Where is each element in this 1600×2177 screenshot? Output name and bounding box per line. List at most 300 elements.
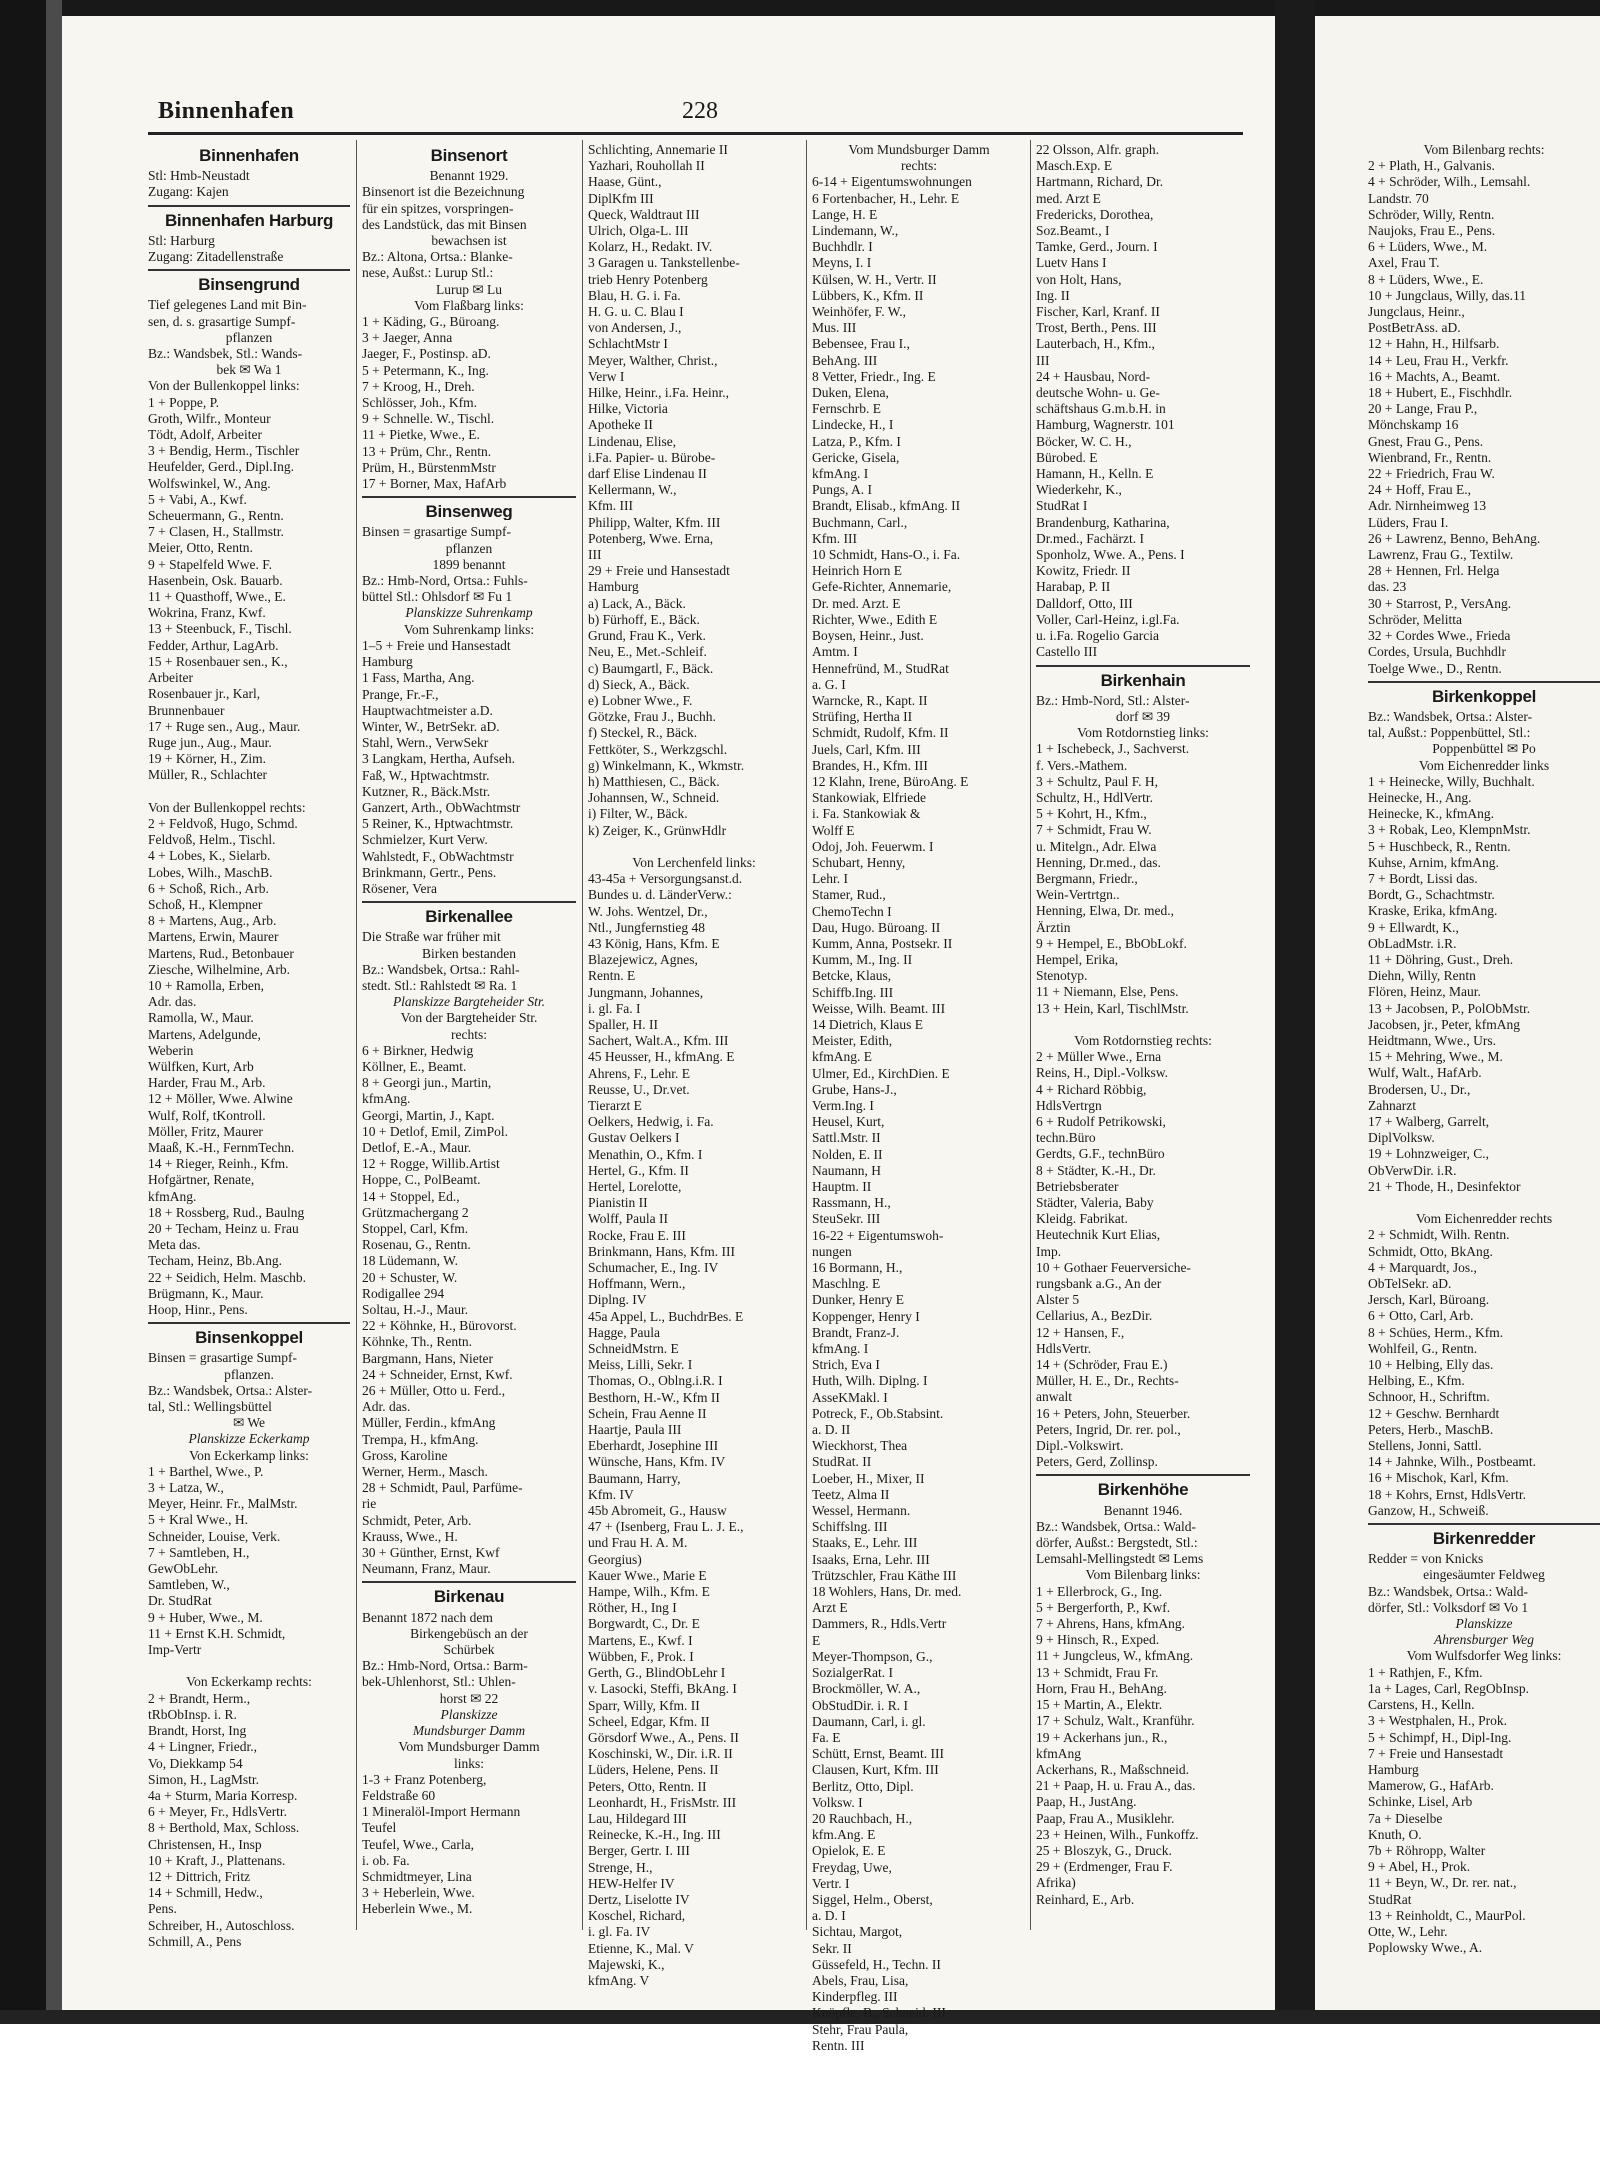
directory-line: Die Straße war früher mit xyxy=(362,929,501,945)
directory-line: Wulf, Walt., HafArb. xyxy=(1368,1065,1482,1081)
directory-line: Rösener, Vera xyxy=(362,880,437,896)
directory-line: 10 + Jungclaus, Willy, das.11 xyxy=(1368,287,1527,303)
street-heading: Birkenau xyxy=(433,1589,505,1606)
directory-line: Martens, Rud., Betonbauer xyxy=(148,945,294,961)
directory-line: Meier, Otto, Rentn. xyxy=(148,540,253,556)
column-rule xyxy=(356,140,357,1930)
directory-line: Kraske, Erika, kfmAng. xyxy=(1368,903,1498,919)
page-number: 228 xyxy=(682,98,718,124)
directory-line: i) Filter, W., Bäck. xyxy=(588,806,688,822)
directory-line: Poplowsky Wwe., A. xyxy=(1368,1940,1483,1956)
directory-line: Meister, Edith, xyxy=(812,1033,893,1049)
directory-line: 13 + Jacobsen, P., PolObMstr. xyxy=(1368,1000,1531,1016)
directory-line: k) Zeiger, K., GrünwHdlr xyxy=(588,822,727,838)
directory-line: Boysen, Heinr., Just. xyxy=(812,628,924,644)
directory-line: Gericke, Gisela, xyxy=(812,449,900,465)
directory-line: GewObLehr. xyxy=(148,1561,219,1577)
directory-line: 11 + Jungcleus, W., kfmAng. xyxy=(1036,1648,1194,1664)
directory-line: Alster 5 xyxy=(1036,1292,1080,1308)
directory-line: Flören, Heinz, Maur. xyxy=(1368,984,1481,1000)
directory-line: Axel, Frau T. xyxy=(1368,255,1440,271)
directory-line: Möller, Fritz, Maurer xyxy=(148,1123,263,1139)
directory-line: Vom Mundsburger Damm xyxy=(848,142,990,157)
directory-line: Schneider, Louise, Verk. xyxy=(148,1528,281,1544)
directory-line: Müller, R., Schlachter xyxy=(148,767,268,783)
directory-line: Schinke, Lisel, Arb xyxy=(1368,1794,1473,1810)
directory-line: 13 + Prüm, Chr., Rentn. xyxy=(362,443,492,459)
directory-line: i. gl. Fa. I xyxy=(588,1000,641,1016)
directory-line: Külsen, W. H., Vertr. II xyxy=(812,271,937,287)
directory-line: 17 + Borner, Max, HafArb xyxy=(362,476,507,492)
directory-line: nungen xyxy=(812,1243,852,1259)
directory-line: Strich, Eva I xyxy=(812,1357,880,1373)
directory-line: kfmAng. I xyxy=(812,1341,869,1357)
directory-line: Bundes u. d. LänderVerw.: xyxy=(588,887,732,903)
directory-line: Stellens, Jonni, Sattl. xyxy=(1368,1438,1482,1454)
directory-line: 1 + Barthel, Wwe., P. xyxy=(148,1463,264,1479)
directory-line: 4 + Richard Röbbig, xyxy=(1036,1081,1147,1097)
directory-line: Tierarzt E xyxy=(588,1097,642,1113)
directory-line: Lindecke, H., I xyxy=(812,417,894,433)
directory-line: trieb Henry Potenberg xyxy=(588,271,708,287)
directory-line: Masch.Exp. E xyxy=(1036,158,1113,174)
directory-line: Meiss, Lilli, Sekr. I xyxy=(588,1357,693,1373)
directory-line: 8 Vetter, Friedr., Ing. E xyxy=(812,368,936,384)
directory-line xyxy=(1368,1195,1600,1211)
directory-line: 45b Abromeit, G., Hausw xyxy=(588,1503,727,1519)
directory-line: Schultz, H., HdlVertr. xyxy=(1036,789,1153,805)
directory-line: Benannt 1929. xyxy=(429,168,509,184)
directory-line: 13 + Schmidt, Frau Fr. xyxy=(1036,1664,1159,1680)
directory-line: W. Johs. Wentzel, Dr., xyxy=(588,903,708,919)
directory-line: Feldstraße 60 xyxy=(362,1787,436,1803)
directory-line: Von der Bargteheider Str. xyxy=(400,1010,538,1026)
directory-line: 4a + Sturm, Maria Korresp. xyxy=(148,1787,298,1803)
directory-line: AsseKMakl. I xyxy=(812,1389,888,1405)
directory-line: Kfm. IV xyxy=(588,1486,634,1502)
street-heading: Binnenhafen xyxy=(199,148,299,165)
directory-line: nese, Außst.: Lurup Stl.: xyxy=(362,265,494,281)
directory-line: Kellermann, W., xyxy=(588,482,677,498)
directory-line: pflanzen xyxy=(225,329,273,345)
section-rule xyxy=(362,496,576,498)
directory-line: Vom Eichenredder links xyxy=(1418,757,1550,773)
directory-line: Gerth, G., BlindObLehr I xyxy=(588,1665,726,1681)
directory-line: 15 + Rosenbauer sen., K., xyxy=(148,653,288,669)
directory-line: Lüders, Helene, Pens. II xyxy=(588,1762,719,1778)
directory-line: Peters, Gerd, Zollinsp. xyxy=(1036,1454,1158,1470)
directory-line: a. G. I xyxy=(812,676,846,692)
directory-line: für ein spitzes, vorspringen- xyxy=(362,200,514,216)
directory-line: 19 + Ackerhans jun., R., xyxy=(1036,1729,1168,1745)
directory-line: PostBetrAss. aD. xyxy=(1368,320,1461,336)
directory-line: 9 + Stapelfeld Wwe. F. xyxy=(148,556,273,572)
directory-line: 26 + Lawrenz, Benno, BehAng. xyxy=(1368,530,1541,546)
directory-line: Brockmöller, W. A., xyxy=(812,1681,921,1697)
directory-line: von Andersen, J., xyxy=(588,320,682,336)
directory-line: 3 + Schultz, Paul F. H, xyxy=(1036,773,1159,789)
directory-line: Zahnarzt xyxy=(1368,1097,1416,1113)
directory-line: HdlsVertr. xyxy=(1036,1340,1092,1356)
directory-line: Schmill, A., Pens xyxy=(148,1933,242,1949)
directory-line: Heinecke, H., Ang. xyxy=(1368,789,1472,805)
directory-line: kfmAng. I xyxy=(812,466,869,482)
directory-line: Stehr, Frau Paula, xyxy=(812,2021,909,2037)
directory-line: Techam, Heinz, Bb.Ang. xyxy=(148,1253,283,1269)
directory-line: Pungs, A. I xyxy=(812,482,873,498)
directory-line: 10 + Ramolla, Erben, xyxy=(148,977,264,993)
directory-line: 21 + Thode, H., Desinfektor xyxy=(1368,1178,1521,1194)
directory-line: 43 König, Hans, Kfm. E xyxy=(588,935,720,951)
directory-line: 10 + Helbing, Elly das. xyxy=(1368,1357,1494,1373)
directory-line: Bergmann, Friedr., xyxy=(1036,870,1138,886)
directory-line: Städter, Valeria, Baby xyxy=(1036,1195,1154,1210)
directory-line: III xyxy=(1036,352,1050,368)
directory-line: 1 Mineralöl-Import Hermann xyxy=(362,1804,521,1820)
directory-line: Planskizze xyxy=(440,1706,498,1722)
directory-line: Jungmann, Johannes, xyxy=(588,984,704,1000)
page-edge-strip xyxy=(46,0,62,2010)
directory-line: 3 + Westphalen, H., Prok. xyxy=(1368,1713,1508,1729)
directory-line: Bz.: Wandsbek, Ortsa.: Alster- xyxy=(148,1382,313,1398)
directory-line: Diplng. IV xyxy=(588,1292,647,1308)
directory-line: 9 + Abel, H., Prok. xyxy=(1368,1859,1471,1875)
directory-line: Volksw. I xyxy=(812,1794,863,1810)
directory-line: 5 + Schimpf, H., Dipl-Ing. xyxy=(1368,1729,1512,1745)
directory-line: 5 Reiner, K., Hptwachtmstr. xyxy=(362,816,514,832)
directory-line: StudRat I xyxy=(1036,498,1088,514)
directory-line: 24 + Hausbau, Nord- xyxy=(1036,368,1151,384)
directory-line: Sattl.Mstr. II xyxy=(812,1130,881,1146)
directory-line: 12 + Hansen, F., xyxy=(1036,1324,1125,1340)
directory-line: Gustav Oelkers I xyxy=(588,1130,680,1146)
directory-line: Planskizze Eckerkamp xyxy=(188,1431,310,1447)
directory-line: Staaks, E., Lehr. III xyxy=(812,1535,918,1551)
directory-line: 3 + Latza, W., xyxy=(148,1480,224,1496)
directory-line: 7 + Samtleben, H., xyxy=(148,1544,250,1560)
directory-line: Schein, Frau Aenne II xyxy=(588,1405,707,1421)
street-heading: Birkenallee xyxy=(425,909,513,926)
directory-line: 18 Wohlers, Hans, Dr. med. xyxy=(812,1584,962,1600)
directory-line: Hoppe, C., PolBeamt. xyxy=(362,1172,481,1188)
directory-line: kfmAng. V xyxy=(588,1972,650,1988)
directory-line: 1 + Poppe, P. xyxy=(148,394,220,410)
directory-line: Rosenbauer jr., Karl, xyxy=(148,686,261,702)
directory-line: f) Steckel, R., Bäck. xyxy=(588,725,698,741)
directory-line: sen, d. s. grasartige Sumpf- xyxy=(148,313,296,329)
directory-line: Wülfken, Kurt, Arb xyxy=(148,1058,254,1074)
directory-line: 8 + Schües, Herm., Kfm. xyxy=(1368,1324,1504,1340)
directory-line: Majewski, K., xyxy=(588,1956,665,1972)
directory-line: Vom Mundsburger Damm xyxy=(398,1739,540,1755)
directory-line: Grund, Frau K., Verk. xyxy=(588,628,706,644)
directory-line: Reins, H., Dipl.-Volksw. xyxy=(1036,1065,1169,1081)
directory-line: Ramolla, W., Maur. xyxy=(148,1010,254,1026)
directory-line: darf Elise Lindenau II xyxy=(588,466,707,482)
street-heading: Birkenhöhe xyxy=(1097,1482,1189,1499)
directory-line: Fa. E xyxy=(812,1729,841,1745)
directory-line: c) Baumgartl, F., Bäck. xyxy=(588,660,714,676)
directory-line: Scheel, Edgar, Kfm. II xyxy=(588,1713,710,1729)
directory-line: Kleidg. Fabrikat. xyxy=(1036,1211,1128,1227)
directory-line: Lehr. I xyxy=(812,871,848,887)
directory-line: Haase, Günt., xyxy=(588,174,662,190)
directory-line: Von der Bullenkoppel rechts: xyxy=(148,799,306,815)
directory-line: Brandt, Franz-J. xyxy=(812,1324,900,1340)
directory-line: 26 + Müller, Otto u. Ferd., xyxy=(362,1383,506,1399)
directory-line: Hagge, Paula xyxy=(588,1324,660,1340)
directory-line: 32 + Cordes Wwe., Frieda xyxy=(1368,628,1511,644)
directory-line: bewachsen ist xyxy=(431,233,507,249)
directory-line: Faß, W., Hptwachtmstr. xyxy=(362,767,490,783)
directory-line: 8 + Georgi jun., Martin, xyxy=(362,1075,492,1091)
directory-line: 6 + Meyer, Fr., HdlsVertr. xyxy=(148,1804,288,1820)
directory-line: Peters, Herb., MaschB. xyxy=(1368,1421,1494,1437)
section-rule xyxy=(1036,665,1250,667)
column-rule xyxy=(1030,140,1031,1930)
directory-line: 7 + Bordt, Lissi das. xyxy=(1368,870,1478,886)
directory-line: Heberlein Wwe., M. xyxy=(362,1901,473,1917)
directory-line: pflanzen xyxy=(445,540,493,556)
street-heading: Binsengrund xyxy=(198,277,300,294)
directory-line: Landstr. 70 xyxy=(1368,190,1429,206)
directory-line xyxy=(148,784,350,800)
directory-line: Jacobsen, jr., Peter, kfmAng xyxy=(1368,1016,1521,1032)
directory-line: Götzke, Frau J., Buchh. xyxy=(588,709,716,725)
directory-line: Sekr. II xyxy=(812,1940,852,1956)
directory-line: von Holt, Hans, xyxy=(1036,271,1122,287)
directory-line: 1 + Käding, G., Büroang. xyxy=(362,314,500,330)
directory-line: Prange, Fr.-F., xyxy=(362,686,439,702)
directory-line: 1 + Ellerbrock, G., Ing. xyxy=(1036,1583,1163,1599)
directory-line: Meyer-Thompson, G., xyxy=(812,1648,933,1664)
directory-line: d) Sieck, A., Bäck. xyxy=(588,676,690,692)
directory-line: Georgi, Martin, J., Kapt. xyxy=(362,1107,495,1123)
directory-column-4 xyxy=(812,142,1026,2054)
directory-line: Hertel, Lorelotte, xyxy=(588,1179,682,1194)
directory-line: 14 + Leu, Frau H., Verkfr. xyxy=(1368,352,1509,368)
directory-line: Oelkers, Hedwig, i. Fa. xyxy=(588,1114,714,1130)
directory-line: Betriebsberater xyxy=(1036,1178,1119,1194)
directory-line: Wein-Vertrtgn.. xyxy=(1036,887,1120,903)
directory-line: Grube, Hans-J., xyxy=(812,1081,897,1097)
directory-line: 8 + Martens, Aug., Arb. xyxy=(148,913,277,929)
directory-line: Hampe, Wilh., Kfm. E xyxy=(588,1584,710,1600)
directory-line: 13 + Hein, Karl, TischlMstr. xyxy=(1036,1000,1189,1016)
directory-line: Juels, Carl, Kfm. III xyxy=(812,741,921,757)
directory-line: Vom Bilenbarg rechts: xyxy=(1423,142,1545,157)
directory-line: Böcker, W. C. H., xyxy=(1036,433,1132,449)
directory-line: Rocke, Frau E. III xyxy=(588,1227,686,1243)
directory-line: Meyer, Walther, Christ., xyxy=(588,352,718,368)
directory-line: HdlsVertrgn xyxy=(1036,1097,1102,1113)
directory-line: 9 + Hinsch, R., Exped. xyxy=(1036,1632,1160,1648)
directory-line: 1 Fass, Martha, Ang. xyxy=(362,670,475,686)
directory-line: Schiffb.Ing. III xyxy=(812,984,894,1000)
directory-line: Martens, E., Kwf. I xyxy=(588,1632,693,1648)
directory-line: Rentn. III xyxy=(812,2037,865,2053)
directory-line: Dalldorf, Otto, III xyxy=(1036,595,1133,611)
directory-line: Hauptwachtmeister a.D. xyxy=(362,702,493,718)
directory-line: Naumann, H xyxy=(812,1162,881,1178)
directory-line: 11 + Döhring, Gust., Dreh. xyxy=(1368,951,1514,967)
directory-line: links: xyxy=(453,1755,484,1771)
directory-line: Loeber, H., Mixer, II xyxy=(812,1470,925,1486)
directory-line: Ing. II xyxy=(1036,287,1070,303)
directory-line: 11 + Niemann, Else, Pens. xyxy=(1036,984,1179,1000)
directory-line: Henning, Elwa, Dr. med., xyxy=(1036,903,1174,919)
directory-line: Betcke, Klaus, xyxy=(812,968,892,984)
directory-line: Haartje, Paula III xyxy=(588,1422,682,1438)
directory-line: Leonhardt, H., FrisMstr. III xyxy=(588,1794,737,1810)
directory-column-6 xyxy=(1368,142,1600,1956)
directory-line: Kowitz, Friedr. II xyxy=(1036,563,1131,579)
directory-line: Lurup ✉ Lu xyxy=(435,281,503,297)
directory-line: Heusel, Kurt, xyxy=(812,1114,885,1130)
directory-line: Brinkmann, Gertr., Pens. xyxy=(362,864,497,880)
directory-line: Brinkmann, Hans, Kfm. III xyxy=(588,1243,735,1259)
directory-line: Wokrina, Franz, Kwf. xyxy=(148,605,266,621)
directory-line: Maaß, K.-H., FernmTechn. xyxy=(148,1139,295,1155)
directory-line: Hartmann, Richard, Dr. xyxy=(1036,174,1164,190)
directory-line: 12 Klahn, Irene, BüroAng. E xyxy=(812,773,969,789)
directory-line: g) Winkelmann, K., Wkmstr. xyxy=(588,757,745,773)
directory-line: Berlitz, Otto, Dipl. xyxy=(812,1778,914,1794)
directory-line: Stl: Harburg xyxy=(148,232,215,248)
directory-line: rechts: xyxy=(901,158,937,174)
directory-line: Bargmann, Hans, Nieter xyxy=(362,1350,493,1366)
directory-line: dörfer, Stl.: Volksdorf ✉ Vo 1 xyxy=(1368,1599,1529,1615)
directory-line: StudRat. II xyxy=(812,1454,872,1470)
directory-line: Stoppel, Carl, Kfm. xyxy=(362,1221,469,1236)
directory-line: Sichtau, Margot, xyxy=(812,1924,903,1940)
book-gutter xyxy=(1275,0,1315,2010)
directory-line: Strüfing, Hertha II xyxy=(812,709,913,725)
directory-line: Brandes, H., Kfm. III xyxy=(812,757,928,773)
directory-line: Binsen = grasartige Sumpf- xyxy=(148,1350,297,1366)
directory-line: Krauss, Wwe., H. xyxy=(362,1528,458,1544)
directory-line: Martens, Adelgunde, xyxy=(148,1026,261,1042)
directory-line: Heinrich Horn E xyxy=(812,563,902,579)
directory-line: Von Eckerkamp rechts: xyxy=(186,1674,312,1690)
directory-line: Hofgärtner, Renate, xyxy=(148,1172,255,1188)
directory-line: 14 Dietrich, Klaus E xyxy=(812,1016,923,1032)
directory-line xyxy=(588,839,800,855)
directory-line: f. Vers.-Mathem. xyxy=(1036,757,1128,773)
directory-line: Afrika) xyxy=(1036,1875,1076,1891)
directory-line: Wiederkehr, K., xyxy=(1036,482,1122,498)
directory-line: Koppenger, Henry I xyxy=(812,1308,920,1324)
directory-line: Binsenort ist die Bezeichnung xyxy=(362,184,525,200)
directory-line: Kuhse, Arnim, kfmAng. xyxy=(1368,854,1499,870)
directory-line: bek-Uhlenhorst, Stl.: Uhlen- xyxy=(362,1674,516,1690)
directory-line: 1 + Ischebeck, J., Sachverst. xyxy=(1036,741,1190,757)
directory-line: 45a Appel, L., BuchdrBes. E xyxy=(588,1308,744,1324)
directory-line: Harder, Frau M., Arb. xyxy=(148,1075,266,1091)
directory-line: Schmidtmeyer, Lina xyxy=(362,1868,472,1884)
directory-line: Hamburg xyxy=(362,654,413,670)
directory-line: Brandt, Elisab., kfmAng. II xyxy=(812,498,961,514)
directory-line: Dertz, Liselotte IV xyxy=(588,1891,690,1907)
directory-line: Diehn, Willy, Rentn xyxy=(1368,968,1476,984)
directory-line: Winter, W., BetrSekr. aD. xyxy=(362,718,500,734)
directory-line: med. Arzt E xyxy=(1036,190,1101,206)
directory-line: Brügmann, K., Maur. xyxy=(148,1285,264,1301)
directory-line: Apotheke II xyxy=(588,417,653,433)
directory-line: 10 + Gothaer Feuerversiche- xyxy=(1036,1259,1191,1275)
directory-line: Teufel, Wwe., Carla, xyxy=(362,1836,475,1852)
directory-line: Binsen = grasartige Sumpf- xyxy=(362,524,511,540)
directory-line: Jersch, Karl, Büroang. xyxy=(1368,1292,1490,1308)
directory-line: Arbeiter xyxy=(148,670,193,686)
directory-line: Teetz, Alma II xyxy=(812,1486,890,1502)
directory-line: 18 + Hubert, E., Fischhdlr. xyxy=(1368,385,1513,401)
directory-line: DiplVolksw. xyxy=(1368,1130,1435,1146)
directory-line: 6 Fortenbacher, H., Lehr. E xyxy=(812,190,960,206)
directory-line: Dunker, Henry E xyxy=(812,1292,905,1308)
directory-line: Planskizze xyxy=(1455,1616,1513,1632)
directory-line: 6-14 + Eigentumswohnungen xyxy=(812,174,972,190)
directory-line: Duken, Elena, xyxy=(812,385,889,401)
directory-line: kfmAng. xyxy=(148,1188,197,1204)
directory-line: 10 + Kraft, J., Plattenans. xyxy=(148,1852,286,1868)
directory-line: 5 + Bergerforth, P., Kwf. xyxy=(1036,1599,1171,1615)
directory-line: 1 + Heinecke, Willy, Buchhalt. xyxy=(1368,773,1535,789)
directory-line: Vo, Diekkamp 54 xyxy=(148,1755,243,1771)
directory-line: Nolden, E. II xyxy=(812,1146,883,1162)
directory-line: 10 + Detlof, Emil, ZimPol. xyxy=(362,1123,508,1139)
directory-line: Wohlfeil, G., Rentn. xyxy=(1368,1340,1478,1356)
directory-line: HEW-Helfer IV xyxy=(588,1875,675,1891)
directory-line: Bz.: Wandsbek, Ortsa.: Wald- xyxy=(1368,1583,1529,1599)
directory-line: Neumann, Franz, Maur. xyxy=(362,1561,491,1577)
directory-line: 4 + Lobes, K., Sielarb. xyxy=(148,848,271,864)
directory-line: h) Matthiesen, C., Bäck. xyxy=(588,773,720,789)
directory-line: Groth, Wilfr., Monteur xyxy=(148,410,271,426)
directory-line: 6 + Birkner, Hedwig xyxy=(362,1042,474,1058)
directory-line: 7b + Röhropp, Walter xyxy=(1368,1842,1486,1858)
directory-line: 22 Olsson, Alfr. graph. xyxy=(1036,142,1159,157)
directory-line: 20 + Techam, Heinz u. Frau xyxy=(148,1221,299,1236)
scan-border-top xyxy=(0,0,1600,16)
directory-line: 28 + Schmidt, Paul, Parfüme- xyxy=(362,1480,523,1496)
directory-line: Birkengebüsch an der xyxy=(410,1625,528,1641)
directory-line: Lawrenz, Frau G., Textilw. xyxy=(1368,547,1514,563)
directory-line: ObStudDir. i. R. I xyxy=(812,1697,909,1713)
directory-line: Yazhari, Rouhollah II xyxy=(588,158,705,174)
directory-line: 2 + Schmidt, Wilh. Rentn. xyxy=(1368,1227,1510,1243)
directory-line: 2 + Brandt, Herm., xyxy=(148,1690,251,1706)
directory-line: 25 + Bloszyk, G., Druck. xyxy=(1036,1842,1172,1858)
directory-line: 14 + Stoppel, Ed., xyxy=(362,1188,460,1204)
directory-line: a) Lack, A., Bäck. xyxy=(588,595,686,611)
directory-line: Müller, Ferdin., kfmAng xyxy=(362,1415,496,1431)
directory-line: Opielok, E. E xyxy=(812,1843,886,1859)
directory-line: pflanzen. xyxy=(224,1366,274,1382)
directory-line: Bz.: Hmb-Nord, Ortsa.: Barm- xyxy=(362,1658,528,1674)
directory-line: 14 + (Schröder, Frau E.) xyxy=(1036,1357,1168,1373)
directory-line: Soz.Beamt., I xyxy=(1036,223,1110,239)
directory-line: dörfer, Außst.: Bergstedt, Stl.: xyxy=(1036,1535,1198,1551)
directory-line: Schiffslng. III xyxy=(812,1519,888,1535)
directory-line: Rentn. E xyxy=(588,968,636,984)
directory-line: Castello III xyxy=(1036,644,1098,660)
section-rule xyxy=(148,269,350,271)
directory-line: Mus. III xyxy=(812,320,857,336)
directory-line: Koschinski, W., Dir. i.R. II xyxy=(588,1746,733,1762)
directory-line: Tamke, Gerd., Journ. I xyxy=(1036,239,1158,255)
column-rule xyxy=(806,140,807,1930)
